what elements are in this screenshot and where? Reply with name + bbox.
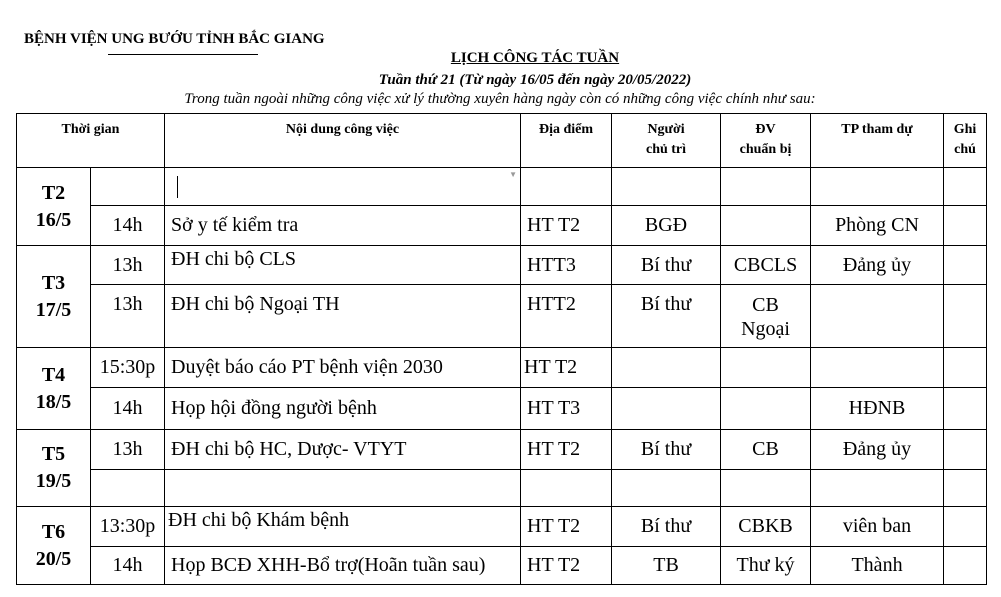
time-cell: 13:30p — [91, 507, 165, 547]
host-cell: Bí thư — [612, 285, 721, 348]
prep-cell — [721, 206, 811, 246]
attend-cell: Phòng CN — [811, 206, 944, 246]
table-row — [17, 470, 987, 507]
header-host-line2: chủ trì — [645, 142, 687, 157]
time-cell — [91, 168, 165, 206]
host-cell: Bí thư — [612, 430, 721, 470]
day-label: T2 — [41, 181, 66, 204]
content-cell: ĐH chi bộ HC, Dược- VTYT — [165, 430, 521, 470]
place-cell: HT T2 — [521, 547, 612, 585]
dropdown-arrow-icon[interactable]: ▼ — [509, 170, 518, 179]
header-prep-line1: ĐV — [755, 122, 776, 137]
attend-cell: viên ban — [811, 507, 944, 547]
table-row — [17, 246, 987, 285]
content-cell: Họp hội đồng người bệnh — [165, 388, 521, 430]
note-cell — [944, 470, 987, 507]
table-row — [17, 285, 987, 348]
place-cell: HT T2 — [521, 507, 612, 547]
table-row — [17, 547, 987, 585]
prep-cell — [721, 470, 811, 507]
note-cell — [944, 168, 987, 206]
content-cell — [165, 470, 521, 507]
time-cell — [91, 470, 165, 507]
time-cell: 13h — [91, 246, 165, 285]
header-host — [612, 114, 721, 168]
intro-note: Trong tuần ngoài những công việc xử lý thường xuyên hàng ngày còn có những công việc chính như sau: — [184, 91, 816, 107]
host-cell — [612, 388, 721, 430]
header-content: Nội dung công việc — [165, 114, 521, 168]
content-cell: Duyệt báo cáo PT bệnh viện 2030 — [165, 348, 521, 388]
day-label: T6 — [41, 520, 66, 543]
prep-cell — [721, 168, 811, 206]
time-cell: 13h — [91, 285, 165, 348]
day-label: T3 — [41, 271, 66, 294]
day-cell-t3 — [17, 246, 91, 348]
prep-line2: Ngoại — [741, 318, 790, 340]
place-cell: HT T2 — [521, 206, 612, 246]
content-cell: ĐH chi bộ Ngoại TH — [165, 285, 521, 348]
content-cell-editing[interactable] — [165, 168, 521, 206]
day-date: 18/5 — [35, 390, 72, 413]
prep-cell — [721, 285, 811, 348]
content-cell: ĐH chi bộ Khám bệnh — [165, 507, 521, 547]
content-cell: ĐH chi bộ CLS — [165, 246, 521, 285]
time-cell: 14h — [91, 206, 165, 246]
host-cell — [612, 168, 721, 206]
host-cell: TB — [612, 547, 721, 585]
place-cell — [521, 470, 612, 507]
day-cell-t2 — [17, 168, 91, 246]
text-cursor — [177, 176, 178, 198]
table-row — [17, 168, 987, 206]
prep-line1: CB — [752, 294, 779, 316]
day-date: 20/5 — [35, 547, 72, 570]
note-cell — [944, 388, 987, 430]
place-cell: HTT3 — [521, 246, 612, 285]
time-cell: 14h — [91, 388, 165, 430]
table-header-row — [17, 114, 987, 168]
place-cell: HT T2 — [521, 430, 612, 470]
attend-cell: Đảng ủy — [811, 430, 944, 470]
place-cell: HT T2 — [521, 348, 612, 388]
day-date: 19/5 — [35, 470, 72, 492]
day-label: T4 — [41, 363, 66, 386]
prep-cell: Thư ký — [721, 547, 811, 585]
note-cell — [944, 348, 987, 388]
time-cell: 13h — [91, 430, 165, 470]
host-cell — [612, 348, 721, 388]
prep-cell — [721, 388, 811, 430]
document-title — [0, 50, 1001, 67]
host-cell: Bí thư — [612, 246, 721, 285]
attend-cell: HĐNB — [811, 388, 944, 430]
header-attend: TP tham dự — [811, 114, 944, 168]
note-cell — [944, 246, 987, 285]
note-cell — [944, 507, 987, 547]
day-date: 17/5 — [35, 298, 72, 321]
prep-cell: CBCLS — [721, 246, 811, 285]
table-row — [17, 507, 987, 547]
day-label: T5 — [41, 443, 66, 465]
header-note-line1: Ghi — [953, 122, 977, 137]
attend-cell — [811, 348, 944, 388]
note-cell — [944, 547, 987, 585]
header-prep — [721, 114, 811, 168]
day-cell-t6 — [17, 507, 91, 585]
prep-cell: CBKB — [721, 507, 811, 547]
content-cell: Sở y tế kiểm tra — [165, 206, 521, 246]
day-cell-t4 — [17, 348, 91, 430]
host-cell: BGĐ — [612, 206, 721, 246]
time-cell: 14h — [91, 547, 165, 585]
place-cell: HT T3 — [521, 388, 612, 430]
table-row — [17, 388, 987, 430]
table-row — [17, 348, 987, 388]
attend-cell — [811, 168, 944, 206]
header-note — [944, 114, 987, 168]
header-time: Thời gian — [17, 114, 165, 168]
host-cell: Bí thư — [612, 507, 721, 547]
header-note-line2: chú — [954, 142, 976, 157]
host-cell — [612, 470, 721, 507]
place-cell: HTT2 — [521, 285, 612, 348]
organization-name: BỆNH VIỆN UNG BƯỚU TỈNH BẮC GIANG — [24, 31, 325, 47]
content-cell: Họp BCĐ XHH-Bổ trợ(Hoãn tuần sau) — [165, 547, 521, 585]
attend-cell: Đảng ủy — [811, 246, 944, 285]
week-subtitle: Tuần thứ 21 (Từ ngày 16/05 đến ngày 20/05/2022) — [378, 72, 692, 88]
time-cell: 15:30p — [91, 348, 165, 388]
attend-cell — [811, 470, 944, 507]
prep-cell — [721, 348, 811, 388]
header-prep-line2: chuẩn bị — [739, 142, 792, 157]
day-cell-t5 — [17, 430, 91, 507]
day-date: 16/5 — [35, 208, 72, 231]
header-place: Địa điểm — [521, 114, 612, 168]
prep-cell: CB — [721, 430, 811, 470]
document-title-text: LỊCH CÔNG TÁC TUẦN — [450, 50, 620, 66]
table-row — [17, 430, 987, 470]
table-row — [17, 206, 987, 246]
place-cell — [521, 168, 612, 206]
schedule-table — [16, 113, 987, 585]
attend-cell — [811, 285, 944, 348]
header-host-line1: Người — [647, 122, 685, 137]
attend-cell: Thành — [811, 547, 944, 585]
note-cell — [944, 285, 987, 348]
note-cell — [944, 430, 987, 470]
note-cell — [944, 206, 987, 246]
